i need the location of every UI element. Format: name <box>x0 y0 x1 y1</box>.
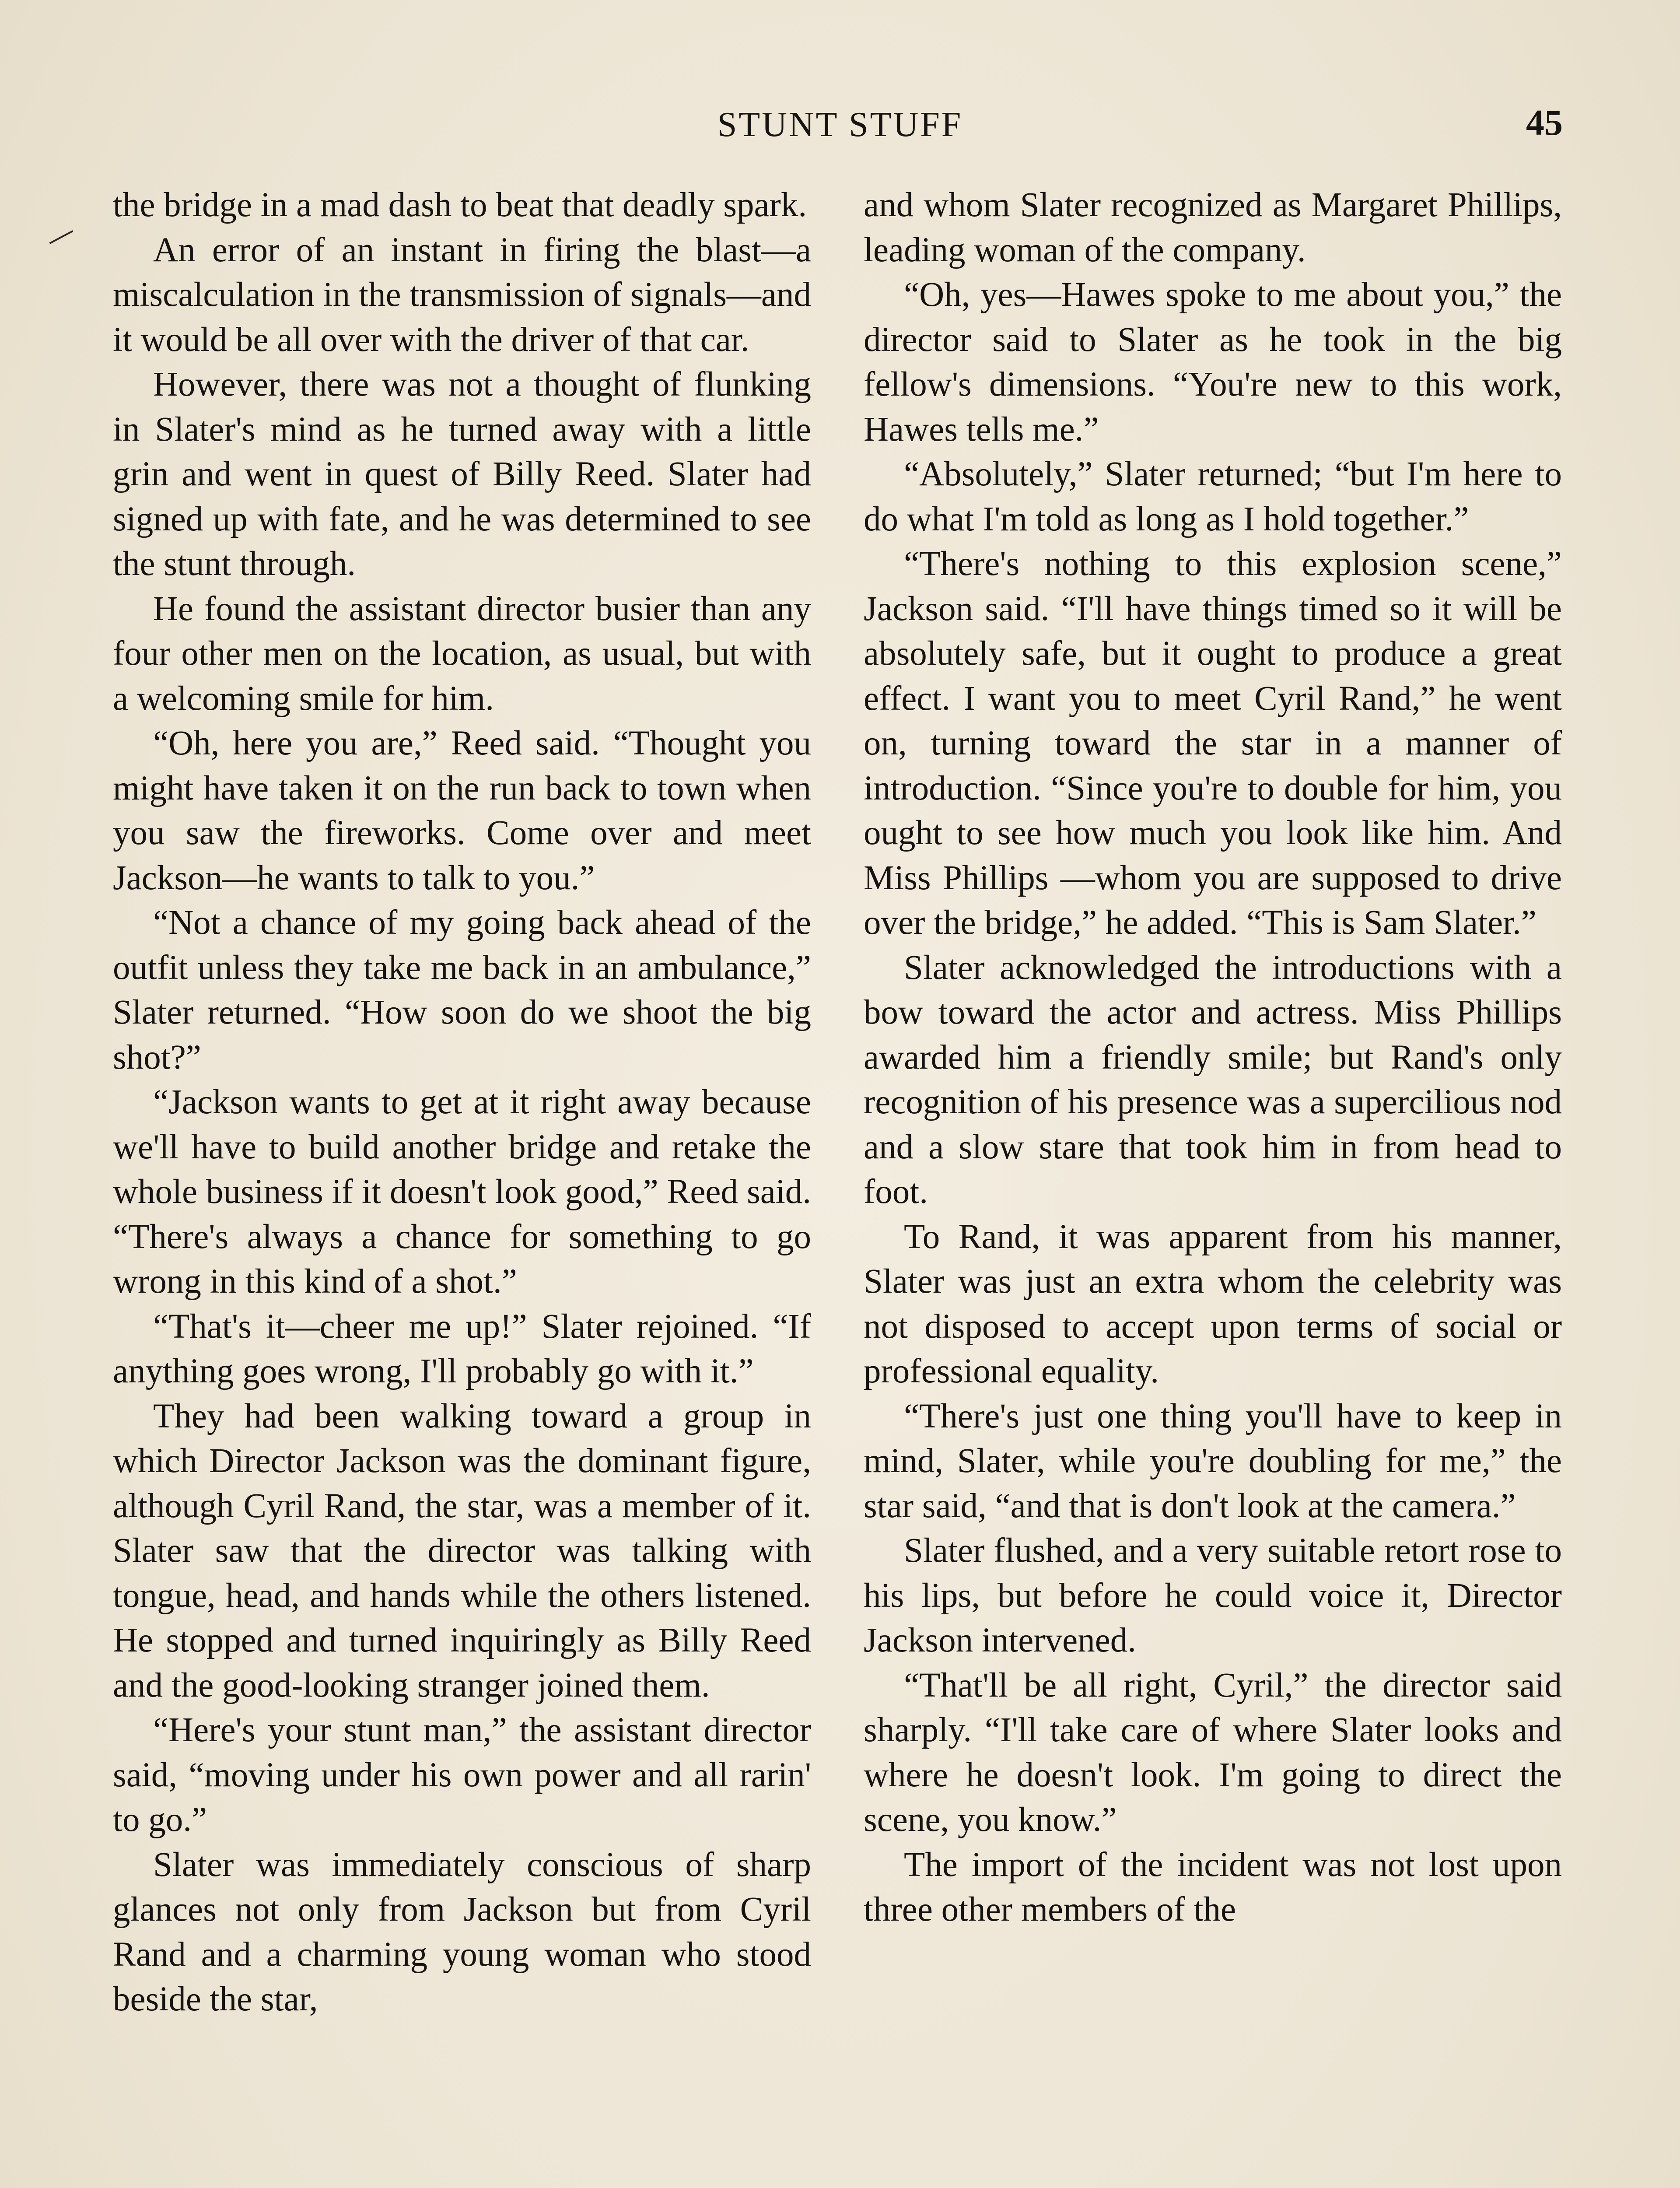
paragraph: “Absolutely,” Slater returned; “but I'm here to do what I'm told as long as I hold together.” <box>864 455 1562 538</box>
paragraph: An error of an instant in firing the blast—a miscalculation in the transmission of signals—and it would be all over with the driver of that car. <box>113 231 811 359</box>
page-number: 45 <box>1526 102 1563 143</box>
paragraph: Slater flushed, and a very suitable retort rose to his lips, but before he could voice it, Director Jackson intervened. <box>864 1532 1562 1659</box>
paragraph: “Oh, here you are,” Reed said. “Thought you might have taken it on the run back to town when you saw the fireworks. Come over and meet Jackson—he wants to talk to you.” <box>113 724 811 897</box>
running-title: STUNT STUFF <box>717 105 963 144</box>
right-column <box>864 183 1562 1932</box>
paragraph: “There's just one thing you'll have to keep in mind, Slater, while you're doubling for me,” the star said, “and that is don't look at the camera.” <box>864 1397 1562 1525</box>
paragraph: “Oh, yes—Hawes spoke to me about you,” the director said to Slater as he took in the big fellow's dimensions. “You're new to this work, Hawes tells me.” <box>864 276 1562 449</box>
paragraph: the bridge in a mad dash to beat that deadly spark. <box>113 186 807 224</box>
page-header <box>0 102 1680 158</box>
paragraph: Slater acknowledged the introductions with a bow toward the actor and actress. Miss Phillips awarded him a friendly smile; but Rand's only recognition of his presence was a supercilious nod and a slow stare that took him in from head to foot. <box>864 948 1562 1211</box>
paragraph: and whom Slater recognized as Margaret Phillips, leading woman of the company. <box>864 186 1562 269</box>
left-column <box>113 183 811 2022</box>
paragraph: He found the assistant director busier than any four other men on the location, as usual, but with a welcoming smile for him. <box>113 589 811 718</box>
paragraph: “Not a chance of my going back ahead of the outfit unless they take me back in an ambulance,” Slater returned. “How soon do we shoot the big shot?” <box>113 904 811 1076</box>
paragraph: However, there was not a thought of flunking in Slater's mind as he turned away with a little grin and went in quest of Billy Reed. Slater had signed up with fate, and he was determined to see the stunt through. <box>113 365 811 583</box>
paragraph: The import of the incident was not lost upon three other members of the <box>864 1845 1562 1929</box>
paragraph: “That's it—cheer me up!” Slater rejoined. “If anything goes wrong, I'll probably go with it.” <box>113 1307 811 1390</box>
paragraph: “Jackson wants to get at it right away because we'll have to build another bridge and retake the whole business if it doesn't look good,” Reed said. “There's always a chance for something to go wrong in this kind of a shot.” <box>113 1083 811 1301</box>
paragraph: They had been walking toward a group in which Director Jackson was the dominant figure, although Cyril Rand, the star, was a member of it. Slater saw that the director was talking with tongue, head, and hands while the others listened. He stopped and turned inquiringly as Billy Reed and the good-looking stranger joined them. <box>113 1397 811 1704</box>
paragraph: “Here's your stunt man,” the assistant director said, “moving under his own power and all rarin' to go.” <box>113 1711 811 1839</box>
paragraph: To Rand, it was apparent from his manner, Slater was just an extra whom the celebrity was not disposed to accept upon terms of social or professional equality. <box>864 1217 1562 1390</box>
paragraph: Slater was immediately conscious of sharp glances not only from Jackson but from Cyril Rand and a charming young woman who stood beside the star, <box>113 1845 811 2018</box>
paragraph: “There's nothing to this explosion scene,” Jackson said. “I'll have things timed so it will be absolutely safe, but it ought to produce a great effect. I want you to meet Cyril Rand,” he went on, turning toward the star in a manner of introduction. “Since you're to double for him, you ought to see how much you look like him. And Miss Phillips —whom you are supposed to drive over the bridge,” he added. “This is Sam Slater.” <box>864 545 1562 942</box>
paragraph: “That'll be all right, Cyril,” the director said sharply. “I'll take care of where Slater looks and where he doesn't look. I'm going to direct the scene, you know.” <box>864 1666 1562 1839</box>
